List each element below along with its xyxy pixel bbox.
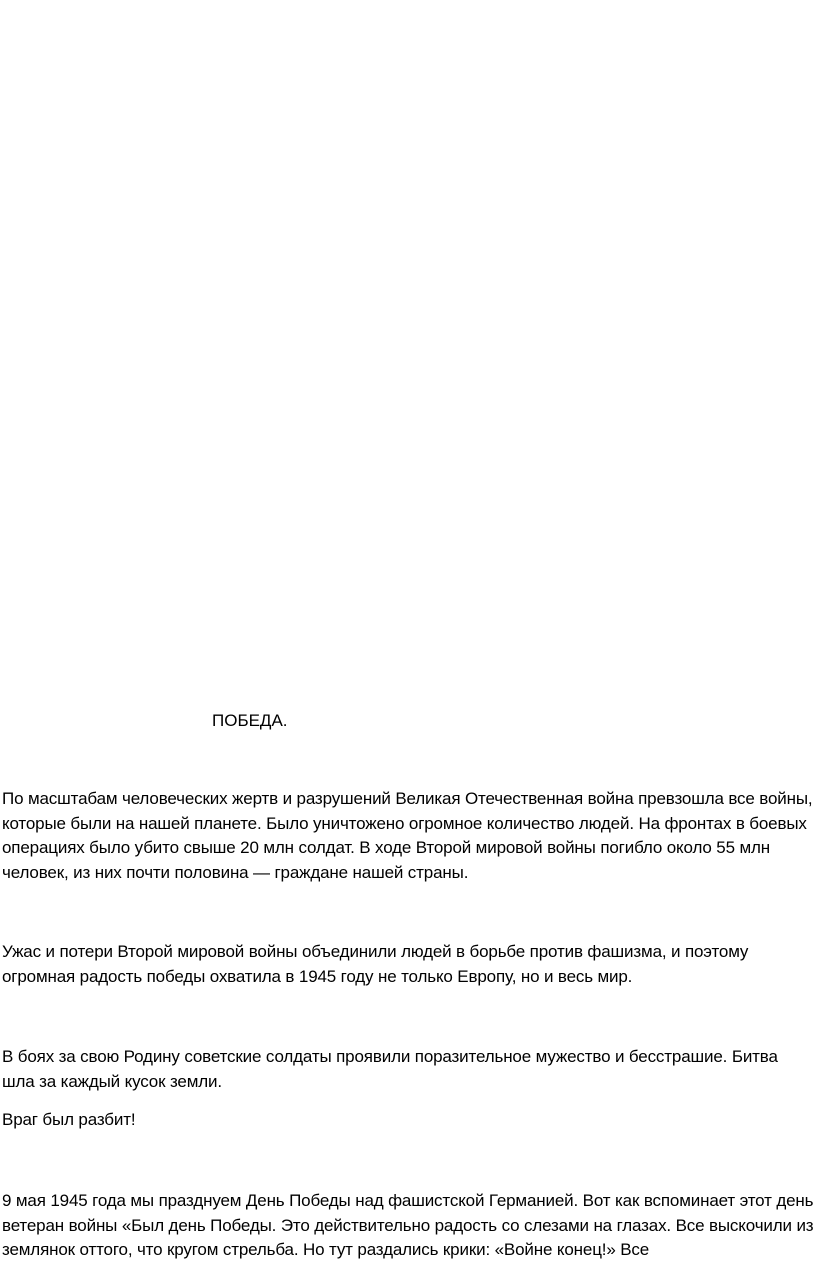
paragraph-veteran-memory: 9 мая 1945 года мы празднуем День Победы над фашистской Германией. Вот как вспоминает этот день ветеран войны «Был день Победы. Это действительно радость со слезами на глазах. Все выскочили из землянок оттого, что кругом стрельба. Но тут раздались крики: «Войне конец!» Все [2,1191,814,1259]
paragraph-enemy-defeated: Враг был разбит! [2,1110,136,1129]
paragraph-victory-joy: Ужас и потери Второй мировой войны объединили людей в борьбе против фашизма, и поэтому огромная радость победы охватила в 1945 году не только Европу, но и весь мир. [2,942,749,986]
paragraph-casualties: По масштабам человеческих жертв и разрушений Великая Отечественная война превзошла все войны, которые были на нашей планете. Было уничтожено огромное количество людей. На фронтах в боевых операциях было убито свыше 20 млн солдат. В ходе Второй мировой войны погибло около 55 млн человек, из них почти половина — граждане нашей страны. [2,789,813,882]
document-title: ПОБЕДА. [212,711,288,730]
paragraph-courage: В боях за свою Родину советские солдаты проявили поразительное мужество и бесстрашие. Битва шла за каждый кусок земли. [2,1047,778,1091]
